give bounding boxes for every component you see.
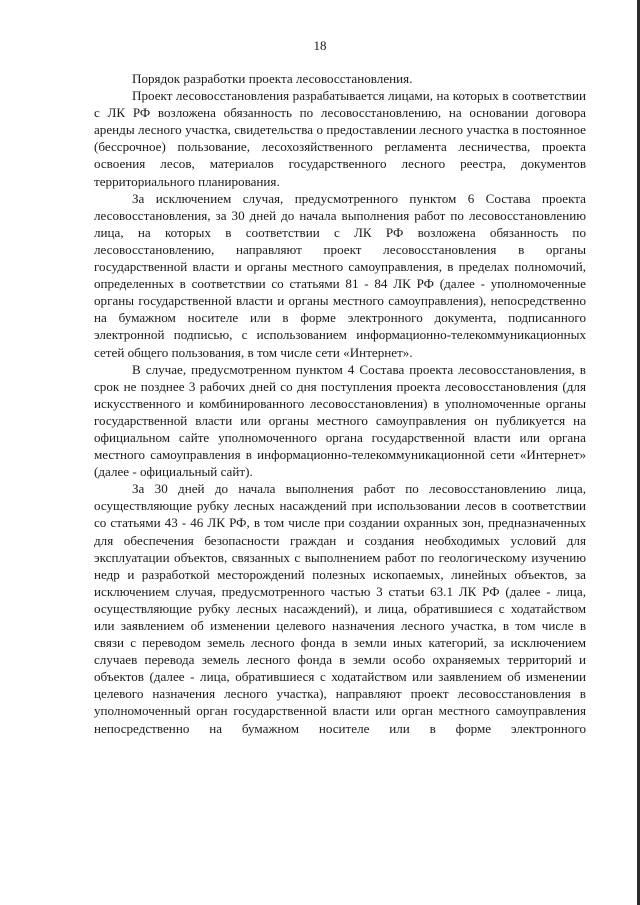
document-body xyxy=(94,70,586,737)
page-number: 18 xyxy=(313,38,327,53)
paragraph: За исключением случая, предусмотренного пунктом 6 Состава проекта лесовосстановления, за 30 дней до начала выполнения работ по лесовосстановлению лица, на которых в соответствии с ЛК РФ возложена обязанность по лесовосстановлению, направляют проект лесовосстановления в органы государственной власти и органы местного самоуправления, в пределах полномочий, определенных в соответствии со статьями 81 - 84 ЛК РФ (далее - уполномоченные органы государственной власти и органы местного самоуправления), непосредственно на бумажном носителе или в форме электронного документа, подписанного электронной подписью, с использованием информационно-телекоммуникационных сетей общего пользования, в том числе сети «Интернет». xyxy=(94,190,586,360)
paragraph-heading: Порядок разработки проекта лесовосстановления. xyxy=(132,71,413,86)
paragraph: За 30 дней до начала выполнения работ по лесовосстановлению лица, осуществляющие рубку лесных насаждений при использовании лесов в соответствии со статьями 43 - 46 ЛК РФ, в том числе при создании охранных зон, предназначенных для обеспечения безопасности граждан и создания необходимых условий для эксплуатации объектов, связанных с выполнением работ по геологическому изучению недр и разработкой месторождений полезных ископаемых, линейных объектов, за исключением случая, предусмотренного частью 3 статьи 63.1 ЛК РФ (далее - лица, осуществляющие рубку лесных насаждений), и лица, обратившиеся с ходатайством или заявлением об изменении целевого назначения лесного участка, в том числе в связи с переводом земель лесного фонда в земли иных категорий, за исключением случаев перевода земель лесного фонда в земли особо охраняемых территорий и объектов (далее - лица, обратившиеся с ходатайством или заявлением об изменении целевого назначения лесного участка), направляют проект лесовосстановления в уполномоченный орган государственной власти или орган местного самоуправления непосредственно на бумажном носителе или в форме электронного xyxy=(94,481,586,736)
paragraph: В случае, предусмотренном пунктом 4 Состава проекта лесовосстановления, в срок не позднее 3 рабочих дней со дня поступления проекта лесовосстановления (для искусственного и комбинированного лесовосстановления) в уполномоченные органы государственной власти или органы местного самоуправления он публикуется на официальном сайте уполномоченного органа государственной власти или органа местного самоуправления в информационно-телекоммуникационной сети «Интернет» (далее - официальный сайт). xyxy=(94,361,586,480)
paragraph: Проект лесовосстановления разрабатывается лицами, на которых в соответствии с ЛК РФ возложена обязанность по лесовосстановлению, на основании договора аренды лесного участка, свидетельства о предоставлении лесного участка в постоянное (бессрочное) пользование, лесохозяйственного регламента лесничества, проекта освоения лесов, материалов государственного лесного реестра, документов территориального планирования. xyxy=(94,88,586,189)
